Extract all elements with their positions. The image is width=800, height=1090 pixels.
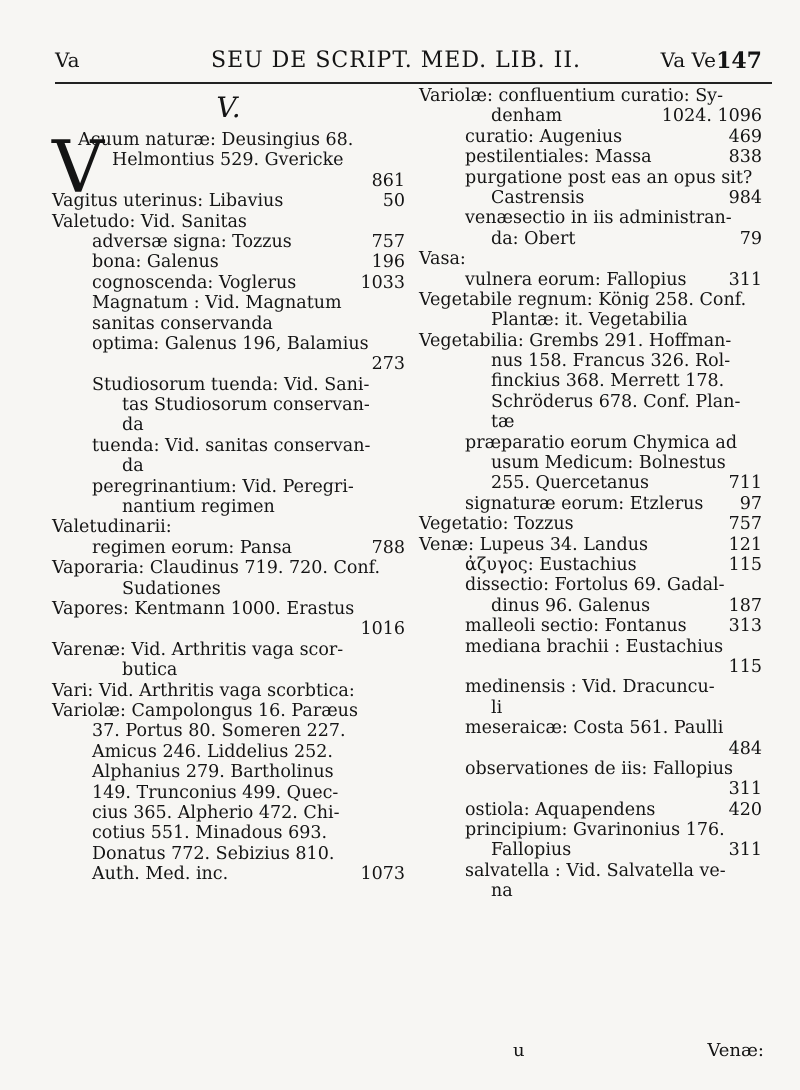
index-entry bbox=[419, 698, 762, 718]
entry-text: Fallopius bbox=[491, 840, 572, 861]
index-entry bbox=[52, 477, 405, 497]
entry-text: nantium regimen bbox=[122, 497, 275, 518]
index-entry bbox=[419, 453, 762, 473]
entry-text: 149. Trunconius 499. Quec- bbox=[92, 782, 339, 803]
entry-page-ref: 788 bbox=[371, 537, 405, 558]
index-entry bbox=[419, 147, 762, 167]
entry-text: dinus 96. Galenus bbox=[491, 595, 651, 616]
entry-page-ref: 757 bbox=[371, 231, 405, 252]
index-entry bbox=[419, 473, 762, 493]
index-entry bbox=[52, 415, 405, 435]
index-entry bbox=[52, 191, 405, 211]
entry-text: dissectio: Fortolus 69. Gadal- bbox=[465, 575, 725, 596]
entry-text: Variolæ: Campolongus 16. Paræus bbox=[52, 700, 358, 721]
header-right: Va Ve bbox=[660, 48, 716, 72]
entry-page-ref: 1016 bbox=[360, 619, 405, 640]
entry-text: finckius 368. Merrett 178. bbox=[491, 371, 725, 392]
index-entry bbox=[52, 130, 405, 150]
entry-page-ref: 1073 bbox=[360, 864, 405, 885]
index-entry bbox=[52, 334, 405, 354]
entry-text: malleoli sectio: Fontanus bbox=[465, 616, 687, 637]
entry-text: Helmontius 529. Gvericke bbox=[112, 150, 344, 171]
index-entry bbox=[419, 249, 762, 269]
right-column bbox=[419, 86, 762, 902]
entry-text: Vegetabilia: Grembs 291. Hoffman- bbox=[419, 330, 732, 351]
entry-page-ref: 97 bbox=[739, 493, 762, 514]
entry-page-ref: 469 bbox=[728, 126, 762, 147]
header-title: SEU DE SCRIPT. MED. LIB. II. bbox=[211, 48, 581, 73]
entry-text: medinensis : Vid. Dracuncu- bbox=[465, 677, 715, 698]
entry-page-ref: 984 bbox=[728, 187, 762, 208]
index-entry bbox=[52, 762, 405, 782]
index-entry bbox=[52, 375, 405, 395]
entry-text: Valetudo: Vid. Sanitas bbox=[52, 211, 247, 232]
index-entry bbox=[419, 637, 762, 657]
index-entry bbox=[52, 232, 405, 252]
index-entry bbox=[419, 310, 762, 330]
drop-cap: V bbox=[52, 125, 104, 209]
index-entry bbox=[419, 657, 762, 677]
index-entry bbox=[419, 331, 762, 351]
index-entry bbox=[52, 538, 405, 558]
index-entry bbox=[52, 660, 405, 680]
entry-page-ref: 115 bbox=[728, 656, 762, 677]
entry-text: butica bbox=[122, 660, 178, 681]
index-entry bbox=[419, 861, 762, 881]
entry-text: Vegetabile regnum: König 258. Conf. bbox=[419, 289, 747, 310]
entry-text: Variolæ: confluentium curatio: Sy- bbox=[419, 86, 723, 106]
entry-text: denham bbox=[491, 106, 563, 127]
running-header bbox=[55, 48, 762, 80]
index-entry bbox=[419, 371, 762, 391]
entry-text: meseraicæ: Costa 561. Paulli bbox=[465, 718, 724, 739]
index-entry bbox=[419, 514, 762, 534]
entry-text: li bbox=[491, 697, 503, 718]
index-entry bbox=[419, 739, 762, 759]
entry-page-ref: 311 bbox=[728, 779, 762, 800]
index-entry bbox=[52, 823, 405, 843]
entry-text: Varenæ: Vid. Arthritis vaga scor- bbox=[52, 639, 344, 660]
index-entry bbox=[52, 150, 405, 170]
entry-text: Donatus 772. Sebizius 810. bbox=[92, 843, 335, 864]
entry-text: Magnatum : Vid. Magnatum bbox=[92, 293, 342, 314]
entry-text: Vapores: Kentmann 1000. Erastus bbox=[52, 598, 355, 619]
index-entry bbox=[419, 840, 762, 860]
entry-text: tæ bbox=[491, 412, 515, 433]
entry-text: cius 365. Alpherio 472. Chi- bbox=[92, 802, 340, 823]
entry-text: tas Studiosorum conservan- bbox=[122, 395, 370, 416]
index-entry bbox=[419, 290, 762, 310]
index-entry bbox=[419, 106, 762, 126]
entry-text: Vaporaria: Claudinus 719. 720. Conf. bbox=[52, 558, 381, 579]
section-letter: V. bbox=[216, 91, 241, 124]
index-entry bbox=[52, 721, 405, 741]
entry-text: adversæ signa: Tozzus bbox=[92, 231, 292, 252]
index-entry bbox=[419, 535, 762, 555]
index-entry bbox=[419, 392, 762, 412]
index-entry bbox=[419, 596, 762, 616]
entry-text: Vagitus uterinus: Libavius bbox=[52, 191, 284, 212]
entry-page-ref: 115 bbox=[728, 554, 762, 575]
entry-text: Studiosorum tuenda: Vid. Sani- bbox=[92, 374, 370, 395]
index-entry bbox=[419, 494, 762, 514]
index-entry bbox=[52, 314, 405, 334]
entry-page-ref: 79 bbox=[739, 228, 762, 249]
entry-text: Vari: Vid. Arthritis vaga scorbtica: bbox=[52, 680, 355, 701]
index-entry bbox=[52, 436, 405, 456]
entry-text: ostiola: Aquapendens bbox=[465, 799, 656, 820]
entry-text: 37. Portus 80. Someren 227. bbox=[92, 721, 346, 742]
index-entry bbox=[52, 844, 405, 864]
index-entry bbox=[419, 229, 762, 249]
entry-page-ref: 1024. 1096 bbox=[661, 106, 762, 127]
index-entry bbox=[52, 558, 405, 578]
entry-text: da: Obert bbox=[491, 228, 576, 249]
entry-text: vulnera eorum: Fallopius bbox=[465, 269, 687, 290]
index-entry bbox=[419, 168, 762, 188]
entry-text: Schröderus 678. Conf. Plan- bbox=[491, 391, 741, 412]
index-entry bbox=[419, 270, 762, 290]
entry-page-ref: 420 bbox=[728, 799, 762, 820]
index-entry bbox=[419, 800, 762, 820]
entry-page-ref: 484 bbox=[728, 738, 762, 759]
entry-text: cotius 551. Minadous 693. bbox=[92, 823, 328, 844]
catchword: Venæ: bbox=[707, 1040, 764, 1061]
entry-text: venæsectio in iis administran- bbox=[465, 208, 732, 229]
index-entry bbox=[419, 555, 762, 575]
index-entry bbox=[52, 456, 405, 476]
index-entry bbox=[52, 171, 405, 191]
entry-page-ref: 711 bbox=[728, 473, 762, 494]
entry-text: cognoscenda: Voglerus bbox=[92, 272, 297, 293]
entry-page-ref: 861 bbox=[371, 170, 405, 191]
left-column bbox=[52, 86, 405, 884]
entry-text: principium: Gvarinonius 176. bbox=[465, 820, 725, 841]
entry-page-ref: 757 bbox=[728, 514, 762, 535]
index-entry bbox=[52, 742, 405, 762]
entry-text: Sudationes bbox=[122, 578, 221, 599]
entry-page-ref: 196 bbox=[371, 252, 405, 273]
index-entry bbox=[419, 718, 762, 738]
index-entry bbox=[419, 616, 762, 636]
entry-text: 255. Quercetanus bbox=[491, 473, 650, 494]
entry-text: usum Medicum: Bolnestus bbox=[491, 453, 726, 474]
entry-text: præparatio eorum Chymica ad bbox=[465, 432, 738, 453]
entry-page-ref: 50 bbox=[382, 191, 405, 212]
index-entry bbox=[52, 273, 405, 293]
index-entry bbox=[419, 820, 762, 840]
entry-text: Alphanius 279. Bartholinus bbox=[92, 762, 334, 783]
entry-text: mediana brachii : Eustachius bbox=[465, 636, 724, 657]
index-entry bbox=[52, 497, 405, 517]
entry-text: purgatione post eas an opus sit? bbox=[465, 167, 753, 188]
entry-text: Vasa: bbox=[419, 249, 466, 270]
index-entry bbox=[419, 127, 762, 147]
entry-text: nus 158. Francus 326. Rol- bbox=[491, 351, 731, 372]
entry-text: optima: Galenus 196, Balamius bbox=[92, 333, 369, 354]
index-entry bbox=[419, 208, 762, 228]
entry-text: ἀζυγος: Eustachius bbox=[465, 554, 637, 575]
entry-text: Castrensis bbox=[491, 187, 585, 208]
entry-text: Auth. Med. inc. bbox=[92, 864, 229, 885]
entry-text: curatio: Augenius bbox=[465, 126, 623, 147]
signature-mark: u bbox=[513, 1040, 525, 1061]
index-entry bbox=[52, 619, 405, 639]
index-entry bbox=[52, 354, 405, 374]
index-entry bbox=[52, 681, 405, 701]
header-left: Va bbox=[55, 48, 80, 72]
header-rule bbox=[55, 82, 772, 84]
entry-text: peregrinantium: Vid. Peregri- bbox=[92, 476, 354, 497]
entry-text: Amicus 246. Liddelius 252. bbox=[92, 741, 333, 762]
index-entry bbox=[52, 864, 405, 884]
index-entry bbox=[419, 188, 762, 208]
entry-page-ref: 311 bbox=[728, 269, 762, 290]
index-entry bbox=[419, 759, 762, 779]
index-entry bbox=[52, 640, 405, 660]
index-entry bbox=[419, 677, 762, 697]
index-entry bbox=[419, 881, 762, 901]
entry-text: Valetudinarii: bbox=[52, 517, 172, 538]
index-entry bbox=[52, 212, 405, 232]
page-number: 147 bbox=[716, 48, 762, 74]
entry-page-ref: 121 bbox=[728, 534, 762, 555]
entry-page-ref: 313 bbox=[728, 616, 762, 637]
index-entry bbox=[52, 701, 405, 721]
index-entry bbox=[52, 599, 405, 619]
index-entry bbox=[419, 433, 762, 453]
index-entry bbox=[52, 579, 405, 599]
entry-page-ref: 187 bbox=[728, 595, 762, 616]
index-entry bbox=[52, 293, 405, 313]
entry-text: regimen eorum: Pansa bbox=[92, 537, 292, 558]
entry-text: Venæ: Lupeus 34. Landus bbox=[419, 534, 649, 555]
index-entry bbox=[52, 803, 405, 823]
entry-text: na bbox=[491, 881, 513, 902]
index-entry bbox=[52, 517, 405, 537]
entry-text: bona: Galenus bbox=[92, 252, 219, 273]
entry-page-ref: 1033 bbox=[360, 272, 405, 293]
entry-text: Acuum naturæ: Deusingius 68. bbox=[78, 130, 354, 150]
entry-text: salvatella : Vid. Salvatella ve- bbox=[465, 860, 726, 881]
entry-text: da bbox=[122, 456, 144, 477]
entry-text: tuenda: Vid. sanitas conservan- bbox=[92, 435, 371, 456]
entry-text: observationes de iis: Fallopius bbox=[465, 758, 734, 779]
entry-text: signaturæ eorum: Etzlerus bbox=[465, 493, 704, 514]
index-entry bbox=[419, 412, 762, 432]
entry-text: sanitas conservanda bbox=[92, 313, 273, 334]
entry-page-ref: 273 bbox=[371, 354, 405, 375]
index-entry bbox=[52, 252, 405, 272]
index-entry bbox=[52, 395, 405, 415]
entry-page-ref: 838 bbox=[728, 147, 762, 168]
entry-text: pestilentiales: Massa bbox=[465, 147, 652, 168]
entry-text: Vegetatio: Tozzus bbox=[419, 514, 574, 535]
entry-text: Plantæ: it. Vegetabilia bbox=[491, 310, 688, 331]
entry-page-ref: 311 bbox=[728, 840, 762, 861]
index-entry bbox=[419, 575, 762, 595]
index-entry bbox=[419, 351, 762, 371]
index-entry bbox=[419, 86, 762, 106]
index-entry bbox=[52, 783, 405, 803]
index-entry bbox=[419, 779, 762, 799]
entry-text: da bbox=[122, 415, 144, 436]
